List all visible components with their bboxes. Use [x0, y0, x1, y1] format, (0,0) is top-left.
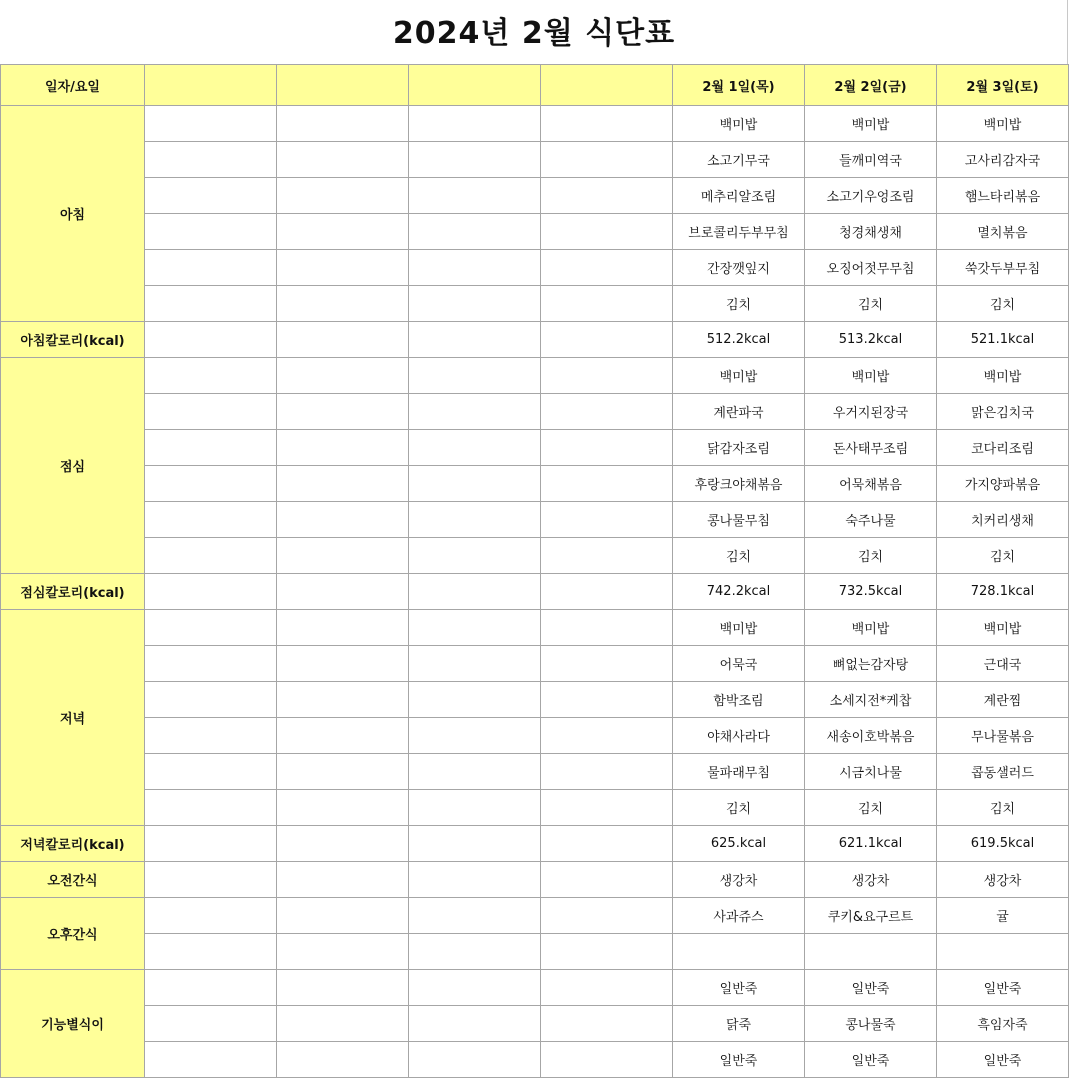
meal-row: [1, 574, 1069, 610]
empty-cell: [277, 430, 409, 466]
meal-row: [1, 898, 1069, 934]
empty-cell: [277, 898, 409, 934]
menu-item-cell: 쿠키&요구르트: [805, 898, 937, 934]
menu-item-cell: 일반죽: [805, 970, 937, 1006]
empty-cell: [541, 466, 673, 502]
menu-item-cell: 숙주나물: [805, 502, 937, 538]
empty-cell: [409, 358, 541, 394]
empty-cell: [277, 106, 409, 142]
menu-item-cell: 닭죽: [673, 1006, 805, 1042]
empty-cell: [277, 790, 409, 826]
menu-item-cell: 513.2kcal: [805, 322, 937, 358]
meal-row: [1, 430, 1069, 466]
menu-item-cell: 일반죽: [937, 970, 1069, 1006]
empty-cell: [145, 898, 277, 934]
empty-cell: [145, 862, 277, 898]
menu-item-cell: 김치: [937, 286, 1069, 322]
empty-cell: [409, 466, 541, 502]
menu-item-cell: 619.5kcal: [937, 826, 1069, 862]
meal-row: [1, 682, 1069, 718]
menu-item-cell: 야채사라다: [673, 718, 805, 754]
empty-cell: [277, 718, 409, 754]
menu-item-cell: 쑥갓두부무침: [937, 250, 1069, 286]
empty-cell: [541, 826, 673, 862]
empty-cell: [145, 358, 277, 394]
sheet-edge: [1067, 0, 1068, 64]
meal-row: [1, 502, 1069, 538]
empty-cell: [145, 970, 277, 1006]
section-label-cell: 저녁: [1, 610, 145, 826]
empty-cell: [145, 322, 277, 358]
empty-cell: [409, 574, 541, 610]
empty-cell: [409, 682, 541, 718]
menu-item-cell: 멸치볶음: [937, 214, 1069, 250]
menu-item-cell: 742.2kcal: [673, 574, 805, 610]
meal-row: [1, 394, 1069, 430]
empty-cell: [277, 286, 409, 322]
empty-cell: [541, 970, 673, 1006]
menu-item-cell: 함박조림: [673, 682, 805, 718]
header-label-cell: 일자/요일: [1, 65, 145, 106]
header-blank-cell: [409, 65, 541, 106]
empty-cell: [145, 790, 277, 826]
empty-cell: [409, 610, 541, 646]
meal-row: [1, 970, 1069, 1006]
menu-item-cell: 백미밥: [673, 358, 805, 394]
menu-item-cell: 후랑크야채볶음: [673, 466, 805, 502]
menu-item-cell: 햄느타리볶음: [937, 178, 1069, 214]
header-blank-cell: [541, 65, 673, 106]
meal-row: [1, 718, 1069, 754]
menu-item-cell: 백미밥: [805, 106, 937, 142]
menu-item-cell: 들깨미역국: [805, 142, 937, 178]
empty-cell: [277, 610, 409, 646]
empty-cell: [541, 430, 673, 466]
menu-item-cell: 메추리알조림: [673, 178, 805, 214]
empty-cell: [541, 178, 673, 214]
menu-item-cell: 백미밥: [937, 610, 1069, 646]
empty-cell: [409, 754, 541, 790]
empty-cell: [277, 646, 409, 682]
header-row: [1, 65, 1069, 106]
meal-row: [1, 754, 1069, 790]
empty-cell: [541, 682, 673, 718]
menu-item-cell: 621.1kcal: [805, 826, 937, 862]
empty-cell: [541, 754, 673, 790]
menu-item-cell: 일반죽: [673, 970, 805, 1006]
empty-cell: [277, 250, 409, 286]
empty-cell: [409, 142, 541, 178]
menu-item-cell: 김치: [805, 286, 937, 322]
menu-item-cell: 고사리감자국: [937, 142, 1069, 178]
meal-row: [1, 826, 1069, 862]
menu-item-cell: 물파래무침: [673, 754, 805, 790]
empty-cell: [277, 682, 409, 718]
empty-cell: [277, 502, 409, 538]
menu-item-cell: 백미밥: [937, 106, 1069, 142]
empty-cell: [277, 574, 409, 610]
menu-item-cell: 김치: [805, 538, 937, 574]
empty-cell: [541, 286, 673, 322]
menu-item-cell: 일반죽: [805, 1042, 937, 1078]
meal-row: [1, 322, 1069, 358]
menu-item-cell: 가지양파볶음: [937, 466, 1069, 502]
menu-item-cell: 맑은김치국: [937, 394, 1069, 430]
empty-cell: [145, 178, 277, 214]
empty-cell: [145, 574, 277, 610]
menu-item-cell: 닭감자조림: [673, 430, 805, 466]
empty-cell: [541, 214, 673, 250]
meal-row: [1, 1006, 1069, 1042]
empty-cell: [541, 142, 673, 178]
section-label-cell: 저녁칼로리(kcal): [1, 826, 145, 862]
empty-cell: [277, 142, 409, 178]
menu-item-cell: 소고기우엉조림: [805, 178, 937, 214]
meal-row: [1, 106, 1069, 142]
menu-item-cell: 521.1kcal: [937, 322, 1069, 358]
meal-row: [1, 934, 1069, 970]
menu-item-cell: 김치: [937, 538, 1069, 574]
empty-cell: [145, 250, 277, 286]
empty-cell: [409, 538, 541, 574]
menu-item-cell: 732.5kcal: [805, 574, 937, 610]
empty-cell: [145, 142, 277, 178]
empty-cell: [409, 178, 541, 214]
menu-item-cell: 콩나물죽: [805, 1006, 937, 1042]
empty-cell: [277, 538, 409, 574]
meal-row: [1, 286, 1069, 322]
menu-item-cell: 백미밥: [805, 358, 937, 394]
meal-row: [1, 214, 1069, 250]
menu-item-cell: 김치: [673, 790, 805, 826]
empty-cell: [145, 538, 277, 574]
empty-cell: [541, 358, 673, 394]
header-day-cell: 2월 3일(토): [937, 65, 1069, 106]
menu-item-cell: 김치: [937, 790, 1069, 826]
empty-cell: [409, 970, 541, 1006]
empty-cell: [409, 430, 541, 466]
empty-cell: [541, 898, 673, 934]
menu-item-cell: 김치: [805, 790, 937, 826]
meal-row: [1, 646, 1069, 682]
menu-item-cell: 콥동샐러드: [937, 754, 1069, 790]
menu-item-cell: 사과쥬스: [673, 898, 805, 934]
menu-item-cell: 돈사태무조림: [805, 430, 937, 466]
empty-cell: [541, 538, 673, 574]
empty-cell: [145, 214, 277, 250]
meal-row: [1, 862, 1069, 898]
empty-cell: [541, 790, 673, 826]
menu-item-cell: 시금치나물: [805, 754, 937, 790]
empty-cell: [541, 574, 673, 610]
empty-cell: [277, 322, 409, 358]
meal-row: [1, 358, 1069, 394]
empty-cell: [409, 502, 541, 538]
menu-item-cell: 흑임자죽: [937, 1006, 1069, 1042]
empty-cell: [409, 322, 541, 358]
empty-cell: [541, 862, 673, 898]
empty-cell: [541, 934, 673, 970]
menu-item-cell: 김치: [673, 538, 805, 574]
empty-cell: [277, 1042, 409, 1078]
empty-cell: [277, 862, 409, 898]
menu-item-cell: 생강차: [937, 862, 1069, 898]
empty-cell: [541, 250, 673, 286]
meal-row: [1, 466, 1069, 502]
empty-cell: [409, 718, 541, 754]
menu-item-cell: 계란파국: [673, 394, 805, 430]
empty-cell: [145, 646, 277, 682]
empty-cell: [541, 646, 673, 682]
menu-item-cell: 일반죽: [673, 1042, 805, 1078]
meal-row: [1, 790, 1069, 826]
empty-cell: [541, 1042, 673, 1078]
empty-cell: [145, 1042, 277, 1078]
empty-cell: [277, 754, 409, 790]
empty-cell: [409, 250, 541, 286]
menu-item-cell: 생강차: [805, 862, 937, 898]
empty-cell: [145, 430, 277, 466]
empty-cell: [277, 358, 409, 394]
empty-cell: [277, 178, 409, 214]
menu-item-cell: 백미밥: [937, 358, 1069, 394]
meal-row: [1, 538, 1069, 574]
meal-row: [1, 142, 1069, 178]
menu-item-cell: 512.2kcal: [673, 322, 805, 358]
section-label-cell: 아침칼로리(kcal): [1, 322, 145, 358]
empty-cell: [277, 826, 409, 862]
empty-cell: [145, 826, 277, 862]
meal-row: [1, 250, 1069, 286]
menu-item-cell: 뼈없는감자탕: [805, 646, 937, 682]
page-title: 2024년 2월 식단표: [392, 16, 676, 51]
section-label-cell: 오전간식: [1, 862, 145, 898]
section-label-cell: 점심칼로리(kcal): [1, 574, 145, 610]
menu-item-cell: 생강차: [673, 862, 805, 898]
empty-cell: [145, 286, 277, 322]
empty-cell: [145, 682, 277, 718]
section-label-cell: 점심: [1, 358, 145, 574]
empty-cell: [409, 286, 541, 322]
menu-item-cell: 새송이호박볶음: [805, 718, 937, 754]
menu-item-cell: 728.1kcal: [937, 574, 1069, 610]
menu-item-cell: 치커리생채: [937, 502, 1069, 538]
menu-item-cell: 어묵채볶음: [805, 466, 937, 502]
menu-item-cell: 소고기무국: [673, 142, 805, 178]
menu-item-cell: 무나물볶음: [937, 718, 1069, 754]
empty-cell: [541, 322, 673, 358]
empty-cell: [541, 106, 673, 142]
section-label-cell: 기능별식이: [1, 970, 145, 1078]
empty-cell: [409, 898, 541, 934]
empty-cell: [277, 466, 409, 502]
menu-item-cell: 백미밥: [805, 610, 937, 646]
menu-item-cell: 간장깻잎지: [673, 250, 805, 286]
empty-cell: [541, 394, 673, 430]
header-day-cell: 2월 1일(목): [673, 65, 805, 106]
meal-row: [1, 178, 1069, 214]
meal-row: [1, 1042, 1069, 1078]
empty-cell: [409, 106, 541, 142]
menu-item-cell: 코다리조림: [937, 430, 1069, 466]
empty-cell: [541, 502, 673, 538]
empty-cell: [409, 394, 541, 430]
menu-item-cell: 625.kcal: [673, 826, 805, 862]
menu-item-cell: [805, 934, 937, 970]
menu-item-cell: 백미밥: [673, 610, 805, 646]
section-label-cell: 오후간식: [1, 898, 145, 970]
menu-item-cell: 김치: [673, 286, 805, 322]
empty-cell: [541, 610, 673, 646]
meal-plan-body: [1, 65, 1069, 1078]
empty-cell: [277, 214, 409, 250]
meal-row: [1, 610, 1069, 646]
menu-item-cell: 우거지된장국: [805, 394, 937, 430]
meal-plan-table: [0, 64, 1069, 1078]
menu-item-cell: 백미밥: [673, 106, 805, 142]
empty-cell: [145, 466, 277, 502]
menu-item-cell: 계란찜: [937, 682, 1069, 718]
menu-item-cell: 브로콜리두부무침: [673, 214, 805, 250]
empty-cell: [277, 934, 409, 970]
menu-item-cell: 근대국: [937, 646, 1069, 682]
empty-cell: [541, 718, 673, 754]
empty-cell: [409, 862, 541, 898]
empty-cell: [409, 934, 541, 970]
menu-item-cell: 콩나물무침: [673, 502, 805, 538]
empty-cell: [145, 718, 277, 754]
empty-cell: [409, 826, 541, 862]
empty-cell: [409, 214, 541, 250]
header-blank-cell: [145, 65, 277, 106]
menu-item-cell: 어묵국: [673, 646, 805, 682]
header-blank-cell: [277, 65, 409, 106]
section-label-cell: 아침: [1, 106, 145, 322]
empty-cell: [145, 1006, 277, 1042]
menu-item-cell: [673, 934, 805, 970]
empty-cell: [277, 394, 409, 430]
menu-item-cell: [937, 934, 1069, 970]
empty-cell: [409, 1006, 541, 1042]
empty-cell: [409, 1042, 541, 1078]
empty-cell: [145, 610, 277, 646]
empty-cell: [145, 394, 277, 430]
empty-cell: [145, 934, 277, 970]
empty-cell: [541, 1006, 673, 1042]
menu-item-cell: 일반죽: [937, 1042, 1069, 1078]
menu-item-cell: 소세지전*케찹: [805, 682, 937, 718]
header-day-cell: 2월 2일(금): [805, 65, 937, 106]
empty-cell: [145, 106, 277, 142]
empty-cell: [145, 502, 277, 538]
menu-item-cell: 귤: [937, 898, 1069, 934]
empty-cell: [409, 790, 541, 826]
menu-item-cell: 청경채생채: [805, 214, 937, 250]
empty-cell: [145, 754, 277, 790]
empty-cell: [409, 646, 541, 682]
menu-item-cell: 오징어젓무무침: [805, 250, 937, 286]
empty-cell: [277, 1006, 409, 1042]
empty-cell: [277, 970, 409, 1006]
